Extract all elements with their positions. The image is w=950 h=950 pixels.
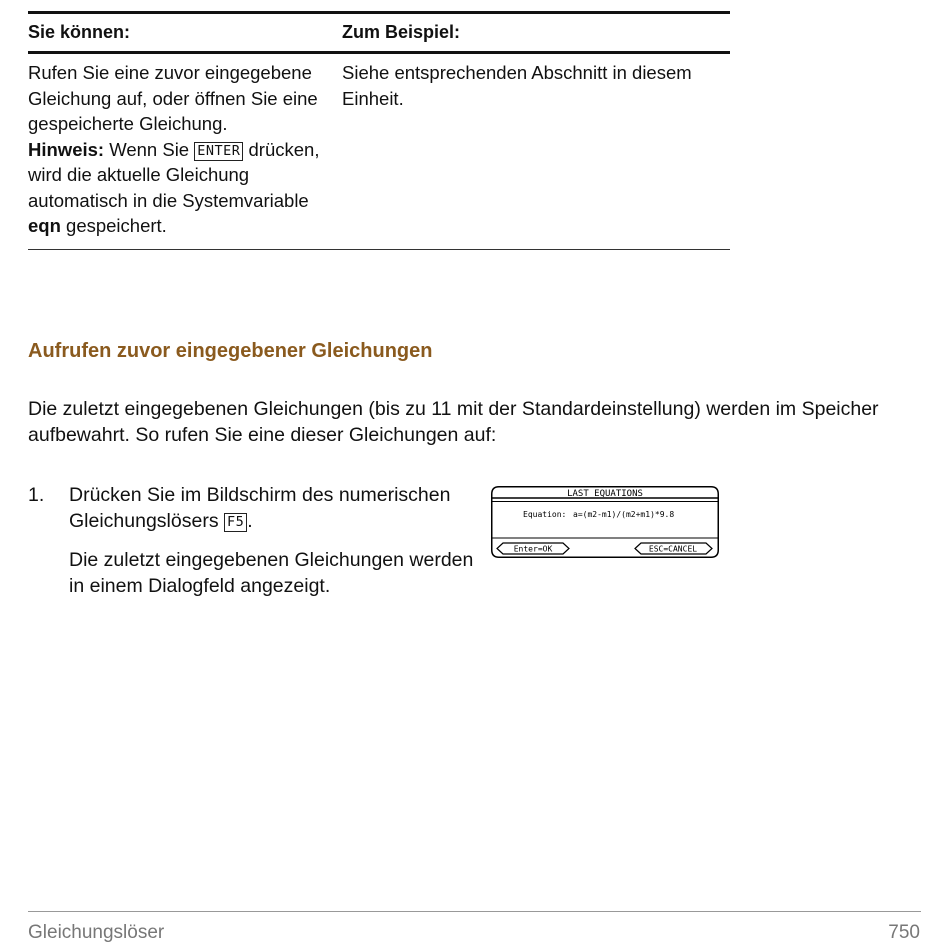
f5-key: F5 (224, 513, 247, 532)
row-example: Siehe entsprechenden Abschnitt in diesem Einheit. (342, 62, 692, 109)
footer-rule (28, 911, 921, 912)
step-instruction: Drücken Sie im Bildschirm des numerischen Gleichungslösers (69, 484, 451, 532)
table-bottom-rule (28, 249, 730, 250)
row-description (28, 60, 342, 239)
enter-key: ENTER (194, 142, 243, 161)
row-desc-text: Rufen Sie eine zuvor eingegebene Gleichung auf, oder öffnen Sie eine gespeicherte Gleichung. (28, 62, 318, 134)
section-title: Aufrufen zuvor eingegebener Gleichungen (28, 340, 433, 362)
step-number: 1. (28, 484, 45, 506)
header-col-you-can: Sie können: (28, 22, 131, 42)
step-period: . (247, 510, 253, 532)
page-number: 750 (888, 922, 920, 943)
step-text (69, 482, 488, 534)
header-col-example: Zum Beispiel: (342, 22, 461, 42)
table-row (28, 54, 730, 249)
intro-paragraph: Die zuletzt eingegebenen Gleichungen (bis zu 11 mit der Standardeinstellung) werden im Speicher aufbewahrt. So rufen Sie eine dieser Gleichungen auf: (28, 398, 879, 446)
step-1 (28, 482, 488, 599)
step-result: Die zuletzt eingegebenen Gleichungen werden in einem Dialogfeld angezeigt. (69, 549, 474, 597)
footer-chapter: Gleichungslöser (28, 922, 165, 943)
cancel-button[interactable]: ESC=CANCEL (648, 544, 698, 554)
dialog-frame (491, 486, 719, 558)
note-label: Hinweis: (28, 138, 105, 160)
note-pre: Wenn Sie (109, 138, 190, 160)
dialog-title: LAST EQUATIONS (567, 489, 643, 499)
system-variable: eqn (28, 215, 61, 236)
note-end: gespeichert. (66, 215, 167, 236)
dialog-equation-value: a=(m2-m1)/(m2+m1)*9.8 (573, 510, 675, 519)
calculator-dialog (491, 486, 719, 558)
note-post: drücken, wird die aktuelle Gleichung automatisch in die Systemvariable (28, 138, 320, 211)
dialog-field-label: Equation: (523, 510, 567, 519)
info-table (28, 11, 730, 250)
ok-button[interactable]: Enter=OK (513, 544, 553, 554)
table-header (28, 14, 730, 51)
